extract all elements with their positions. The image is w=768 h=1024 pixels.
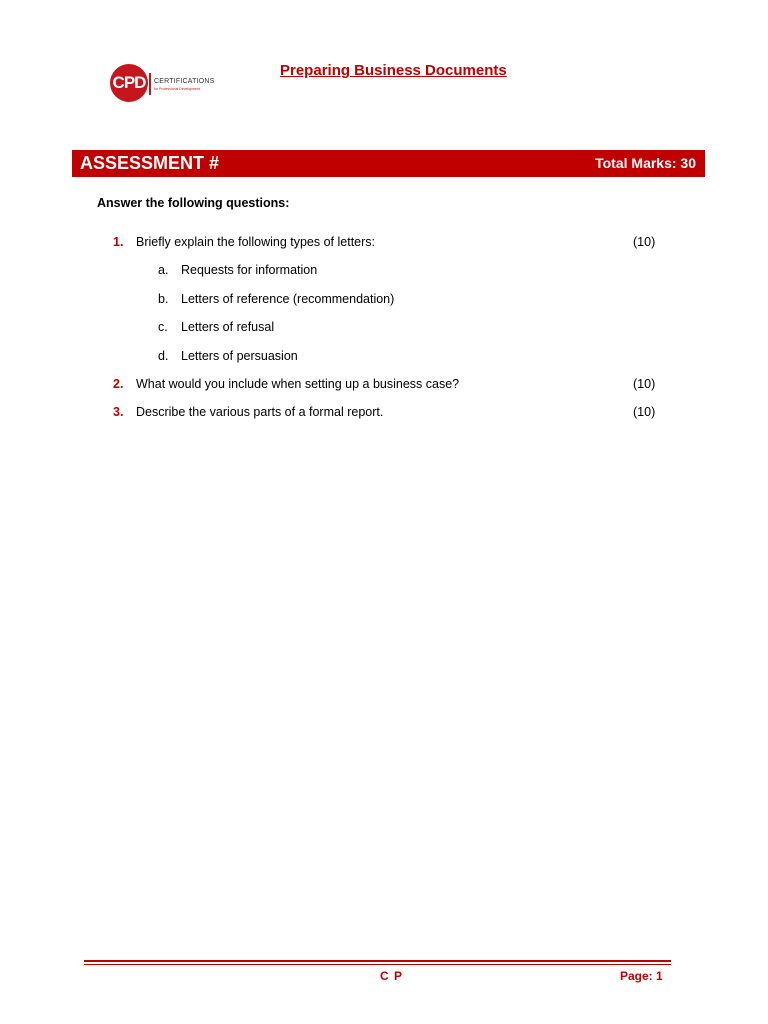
cpd-logo (110, 64, 225, 104)
sub-item-text: Letters of refusal (181, 320, 275, 334)
sub-item-letter: c. (158, 320, 168, 334)
question-marks: (10) (633, 405, 656, 419)
question-text: Briefly explain the following types of letters: (136, 235, 376, 249)
sub-item-text: Letters of persuasion (181, 349, 298, 363)
total-marks: Total Marks: 30 (595, 155, 696, 171)
page-number: Page: 1 (620, 969, 663, 983)
question-number: 2. (113, 377, 124, 391)
question-number: 3. (113, 405, 124, 419)
question-marks: (10) (633, 235, 656, 249)
sub-item-text: Requests for information (181, 263, 318, 277)
question-number: 1. (113, 235, 124, 249)
question-item (0, 403, 768, 421)
question-item (0, 375, 768, 393)
instruction-text: Answer the following questions: (97, 196, 290, 210)
question-text: Describe the various parts of a formal report. (136, 405, 384, 419)
logo-divider (149, 73, 151, 95)
logo-mark: CPD (110, 64, 148, 102)
sub-item (0, 290, 768, 308)
logo-wordmark: CERTIFICATIONS (154, 78, 215, 85)
sub-item (0, 261, 768, 279)
question-text: What would you include when setting up a business case? (136, 377, 460, 391)
sub-item-letter: d. (158, 349, 169, 363)
sub-item-letter: b. (158, 292, 169, 306)
assessment-banner (72, 150, 705, 177)
footer-rule-thin (84, 964, 671, 965)
sub-item (0, 347, 768, 365)
assessment-title: ASSESSMENT # (80, 153, 220, 173)
sub-item-letter: a. (158, 263, 169, 277)
question-marks: (10) (633, 377, 656, 391)
footer-initials: C P (380, 969, 404, 983)
sub-item-text: Letters of reference (recommendation) (181, 292, 395, 306)
question-item (0, 233, 768, 251)
document-title: Preparing Business Documents (280, 62, 507, 79)
logo-tagline: for Professional Development (154, 87, 200, 91)
footer-rule (84, 960, 671, 962)
sub-item (0, 318, 768, 336)
